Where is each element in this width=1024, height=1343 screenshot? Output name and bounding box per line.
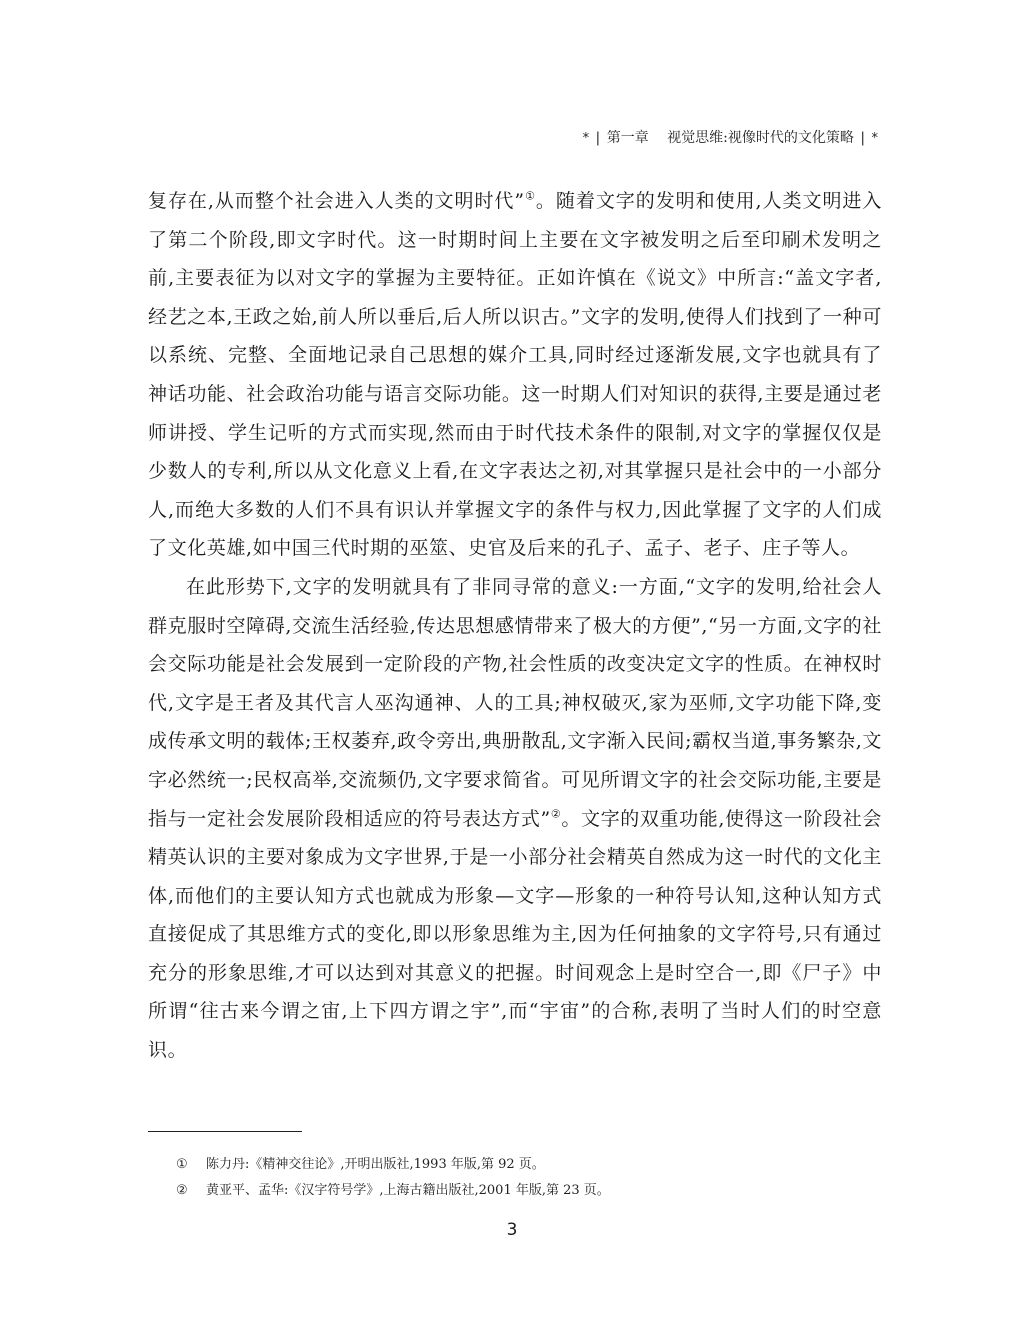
text-run: 。随着文字的发明和使用,人类文明进入了第二个阶段,即文字时代。这一时期时间上主要在文字被发明之后至印刷术发明之前,主要表征为以对文字的掌握为主要特征。正如许慎在《说文》中所言:“盖文字者,经艺之本,王政之始,前人所以垂后,后人所以识古。”文字的发明,使得人们找到了一种可以系统、完整、全面地记录自己思想的媒介工具,同时经过逐渐发展,文字也就具有了神话功能、社会政治功能与语言交际功能。这一时期人们对知识的获得,主要是通过老师讲授、学生记听的方式而实现,然而由于时代技术条件的限制,对文字的掌握仅仅是少数人的专利,所以从文化意义上看,在文字表达之初,对其掌握只是社会中的一小部分人,而绝大多数的人们不具有识认并掌握文字的条件与权力,因此掌握了文字的人们成了文化英雄,如中国三代时期的巫筮、史官及后来的孔子、孟子、老子、庄子等人。 (148, 190, 882, 560)
footnote-text: 黄亚平、孟华:《汉字符号学》,上海古籍出版社,2001 年版,第 23 页。 (206, 1183, 610, 1198)
header-separator: | (860, 130, 866, 146)
page-number: 3 (506, 1220, 518, 1240)
footnote-reference: ② (550, 807, 562, 821)
star-ornament-icon: * (871, 131, 878, 146)
paragraph-1 (148, 182, 882, 568)
footnote-2 (176, 1178, 876, 1204)
footnote-text: 陈力丹:《精神交往论》,开明出版社,1993 年版,第 92 页。 (206, 1157, 545, 1172)
text-run: 。文字的双重功能,使得这一阶段社会精英认识的主要对象成为文字世界,于是一小部分社会精英自然成为这一时代的文化主体,而他们的主要认知方式也就成为形象—文字—形象的一种符号认知,这种认知方式直接促成了其思维方式的变化,即以形象思维为主,因为任何抽象的文字符号,只有通过充分的形象思维,才可以达到对其意义的把握。时间观念上是时空合一,即《尸子》中所谓“往古来今谓之宙,上下四方谓之宇”,而“宇宙”的合称,表明了当时人们的时空意识。 (148, 807, 882, 1062)
chapter-label: 第一章 (606, 130, 649, 146)
footnote-mark: ① (176, 1157, 188, 1172)
header-separator: | (595, 130, 601, 146)
chapter-title: 视觉思维:视像时代的文化策略 (667, 130, 854, 146)
running-header (583, 128, 878, 149)
text-run: 复存在,从而整个社会进入人类的文明时代” (148, 190, 525, 212)
body-text (148, 182, 882, 1070)
text-run: 在此形势下,文字的发明就具有了非同寻常的意义:一方面,“文字的发明,给社会人群克服时空障碍,交流生活经验,传达思想感情带来了极大的方便”,“另一方面,文字的社会交际功能是社会发展到一定阶段的产物,社会性质的改变决定文字的性质。在神权时代,文字是王者及其代言人巫沟通神、人的工具;神权破灭,家为巫师,文字功能下降,变成传承文明的载体;王权萎弃,政令旁出,典册散乱,文字渐入民间;霸权当道,事务繁杂,文字必然统一;民权高举,交流频仍,文字要求简省。可见所谓文字的社会交际功能,主要是指与一定社会发展阶段相适应的符号表达方式” (148, 575, 882, 830)
footnote-divider (148, 1131, 302, 1132)
star-ornament-icon: * (582, 131, 590, 146)
footnote-1 (176, 1152, 876, 1178)
paragraph-2 (148, 568, 882, 1070)
footnotes (176, 1152, 876, 1204)
footnote-reference: ① (524, 189, 536, 203)
footnote-mark: ② (176, 1183, 188, 1198)
